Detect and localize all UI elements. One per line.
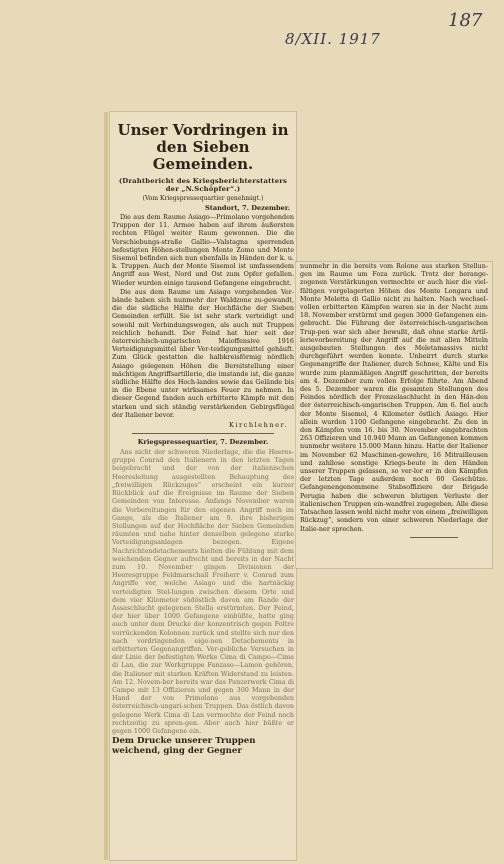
article-subhead: (Drahtbericht des Kriegsberichterstatters der „N.Schöpfer“.) bbox=[118, 177, 288, 193]
second-dateline: Kriegspressequartier, 7. Dezember. bbox=[137, 438, 269, 447]
section-divider bbox=[132, 433, 274, 434]
newspaper-clipping-left-column bbox=[110, 112, 296, 860]
article-paragraph-1: Die aus dem Raume Asiago—Primolano vorgehenden Truppen der 11. Armee haben auf ihrem äußersten rechten Flügel weiter Raum gewonnen. Die die Verschiebungs-straße Gallio—Valstagna sperrenden befestigten Höhen-stellungen Monte Zomo und Monte Sisemol befinden sich nun ebenfalls in Händen der k. u. k. Truppen. Auch der Monte Sisemol ist umfassendem Angriff aus West, Nord und Ost zum Opfer gefallen. Wieder wurden einige tausend Gefangene eingebracht. bbox=[112, 213, 294, 287]
article-bottom-line: Dem Drucke unserer Truppen weichend, ging der Gegner bbox=[112, 736, 256, 757]
article-paragraph-continued: nunmehr in die bereits vom Rolone aus starken Stellun-gen im Raume um Foza zurück. Trotz der herange-zogenen Verstärkungen vermochte er auch hier die viel-fältigen vorgelagerten Höhen des Monte Longara und Monte Meletta di Gallio nicht zu halten. Nach wechsel-vollen erbitterten Kämpfen waren sie in der Nacht zum 18. November erstürmt und gegen 3000 Gefangenen ein-gebracht. Die Führung der österreichisch-ungarischen Trup-pen war sich aber bewußt, daß ohne starke Artil-lerievorbereitung der Angriff auf die mit allen Mitteln ausgebauten Stellungen des Meletamassivs nicht durchgeführt werden konnte. Unbeirrt durch starke Gegenangriffe der Italiener, durch Schnee, Kälte und Eis wurde zum planmäßigen Angriff geschritten, der bereits am 4. Dezember zum vollen Erfolge führte. Am Abend des 5. Dezember waren die gesamten Stellungen des Feindes nördlich der Frenzelaschlucht in den Hän-den der österreichisch-ungarischen Truppen. Am 6. fiel auch der Monte Sisemol, 4 Kilometer östlich Asiago. Hier allein wurden 1100 Gefangene eingebracht. Zu den in den Kämpfen vom 16. bis 30. November eingebrachten 263 Offizieren und 10.940 Mann an Gefangenen kommen nunmehr weitere 15.000 Mann hinzu. Hatte der Italiener im November 62 Maschinen-gewehre, 16 Mitrailleusen und zahllose sonstige Kriegs-beute in den Händen unserer Truppen gelassen, so ver-lor er in den Kämpfen der letzten Tage außerdem noch 60 Geschütze. Gefangenengenommene Stabsoffiziere der Brigade Perugia haben die schweren blutigen Verluste der italienischen Truppen ein-wandfrei zugegeben. Alle diese Tatsachen lassen wohl nicht mehr von einem „freiwilligen Rückzug“, sondern von einer schweren Niederlage der Italie-ner sprechen. bbox=[300, 262, 488, 533]
handwritten-page-number: 187 bbox=[448, 10, 483, 31]
article-dateline: Standort, 7. Dezember. bbox=[205, 204, 290, 212]
article-signature: Kirchlehner. bbox=[228, 421, 288, 430]
end-rule bbox=[410, 537, 458, 538]
handwritten-date: 8/XII. 1917 bbox=[285, 30, 381, 48]
article-paragraph-2: Die aus dem Raume um Asiago vorgehenden Ver-bände haben sich nunmehr der Waldzone zu-gewandt, die die südliche Hälfte der Hochfläche der Sieben Gemeinden erfüllt. Sie ist sehr stark verteidigt und sowohl mit Verbindungswegen, als auch mit Truppen reichlich behandt. Der Feind hat hier seit der österreichisch-ungarischen Maioffensive 1916 Verteidigungsmittel über Ver-teidigungsmittel gehäuft. Zum Glück gestatten die halbkreisförmig nördlich Asiago gelegenen Höhen die Bereitstellung einer mächtigen Angriffsartillerie, die imstande ist, die ganze südliche Hälfte des Hoch-landes sowie das Gelände bis in die Ebene unter wirksames Feuer zu nehmen. In dieser Gegend fanden auch erbitterte Kämpfe mit den starken und sich ständig verstärkenden Gebirgsflügel der Italiener bevor. bbox=[112, 287, 294, 419]
clipping-edge bbox=[104, 112, 108, 860]
article-paragraph-3: Ans nicht der schweren Niederlage, die die Heeres-gruppe Conrad den Italienern in den letzten Tagen beigebracht und der von der italienischen Heeresleitung ausgestellten Behauptung des „freiwilligen Rückzuges“ erscheint ein kurzer Rückblick auf die Ereignisse im Raume der Sieben Gemeinden von Interesse. Anfangs November waren die Vorbereitungen für den eigenen Angriff noch im Gange, als die Italiener am 9. ihre bisherigen Stellungen auf der Hochfläche der Sieben Gemeinden räumten und nahe hinter denselben gelegene starke Verteidigungsanlagen bezogen. Eigene Nachrichtendetachements hielten die Fühlung mit dem weichenden Gegner aufrecht und bereits in der Nacht zum 10. November gingen Divisionen der Heeresgruppe Feldmarschall Freiherr v. Conrad zum Angriffe vor, welche Asiago und die hartnäckig verteidigten Stel-lungen zwischen diesem Orte und dem vier Kilometer südöstlich davon am Rande der Assaschlucht gelegenen Stella erstürmten. Der Feind, der hier über 1000 Gefangene einbüßte, hatte ging auch unter dem Drucke der konzentrisch gegen Foltre vorrückenden Kolonnen zurück und stellte sich nur den nach vordringenden eige-nen Detachements in erbitterten Gegenangriffen. Ver-gebliche Versuchen in der Linie der befestigten Werke Cima di Campo—Cima di Lan, die zur Werkgruppe Fanzaso—Lamon gehören, die Italiener mit starken Kräften Widerstand zu leisten. Am 12. Novem-ber bereits war das Panzerwerk Cima di Campo mit 13 Offizieren und gegen 300 Mann in der Hand der von Primolano aus vorgehenden österreichisch-ungari-schen Truppen. Das östlich davon gelegene Werk Cima di Lan vermochte der Feind noch rechtzeitig zu spren-gen. Aber auch hier büßte er gegen 1000 Gefangene ein. bbox=[112, 448, 294, 735]
article-approval-note: (Vom Kriegspressequartier genehmigt.) bbox=[142, 195, 264, 202]
newspaper-clipping-right-column bbox=[296, 262, 492, 568]
article-headline: Unser Vordringen in den Sieben Gemeinden. bbox=[117, 121, 289, 173]
